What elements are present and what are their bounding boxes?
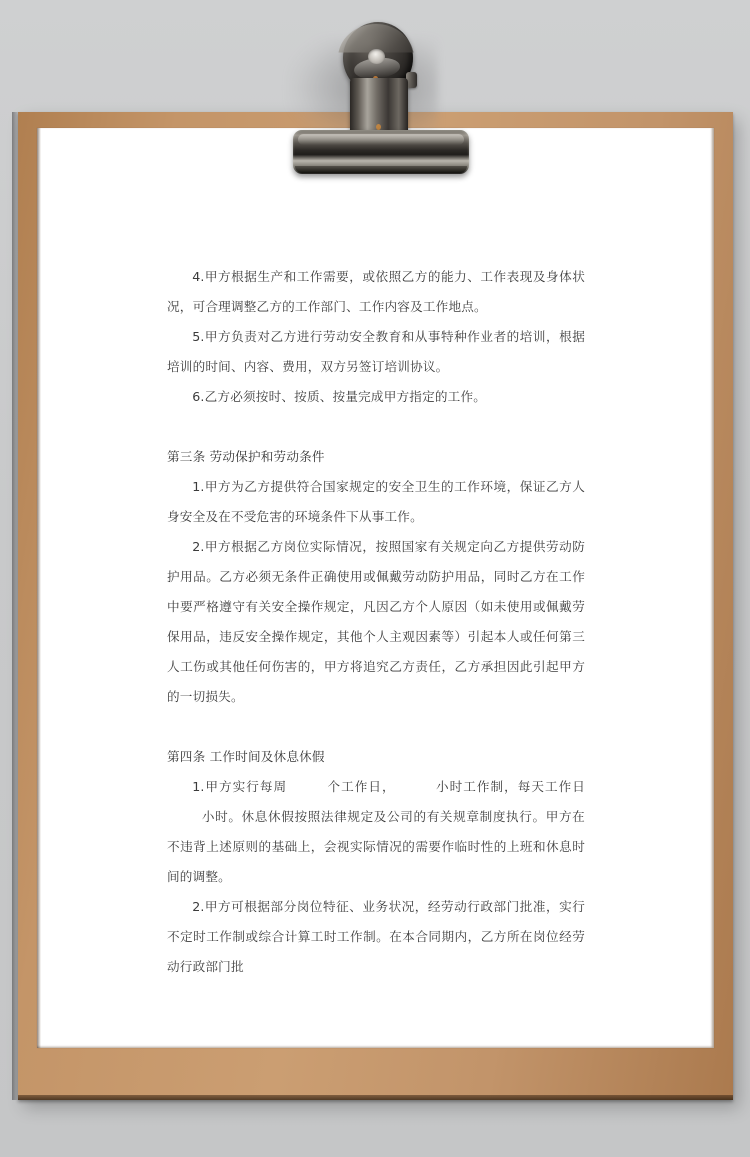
bulldog-clip [280,16,480,181]
clip-drum-hole [368,49,385,64]
paper-edge-shading [37,128,41,1048]
clip-bar-highlight [298,134,464,145]
clause-3-item-2: 2.甲方根据乙方岗位实际情况，按照国家有关规定向乙方提供劳动防护用品。乙方必须无条件正确使用或佩戴劳动防护用品，同时乙方在工作中要严格遵守有关安全操作规定，凡因乙方个人原因（如未使用或佩戴劳保用品，违反安全操作规定，其他个人主观因素等）引起本人或任何第三人工伤或其他任何伤害的，甲方将追究乙方责任，乙方承担因此引起甲方的一切损失。 [167,539,585,704]
clip-bar-edge [295,166,467,173]
clause-2-item-6: 6.乙方必须按时、按质、按量完成甲方指定的工作。 [192,389,487,404]
clause-3-item-1: 1.甲方为乙方提供符合国家规定的安全卫生的工作环境，保证乙方人身安全及在不受危害的环境条件下从事工作。 [167,479,585,524]
clause-3-heading: 第三条 劳动保护和劳动条件 [167,449,325,464]
clause-4-item-2: 2.甲方可根据部分岗位特征、业务状况，经劳动行政部门批准，实行不定时工作制或综合计算工时工作制。在本合同期内，乙方所在岗位经劳动行政部门批 [167,899,585,974]
clause-4-item-1 [167,772,585,892]
contract-text-body [167,262,585,982]
clause-4-seg-1: 1.甲方实行每周 [192,779,288,794]
section-gap [167,412,585,442]
clause-4-seg-2: 个工作日， [327,779,396,794]
clause-4-seg-3: 小时工作制，每天工作日 [435,779,585,794]
clause-4-heading: 第四条 工作时间及休息休假 [167,749,325,764]
clause-4-seg-4: 小时。休息休假按照法律规定及公司的有关规章制度执行。甲方在不违背上述原则的基础上，会视实际情况的需要作临时性的上班和休息时间的调整。 [167,809,585,884]
clause-2-item-4: 4.甲方根据生产和工作需要，或依照乙方的能力、工作表现及身体状况，可合理调整乙方的工作部门、工作内容及工作地点。 [167,269,585,314]
clause-2-item-5: 5.甲方负责对乙方进行劳动安全教育和从事特种作业者的培训，根据培训的时间、内容、费用，双方另签订培训协议。 [167,329,585,374]
section-gap [167,712,585,742]
